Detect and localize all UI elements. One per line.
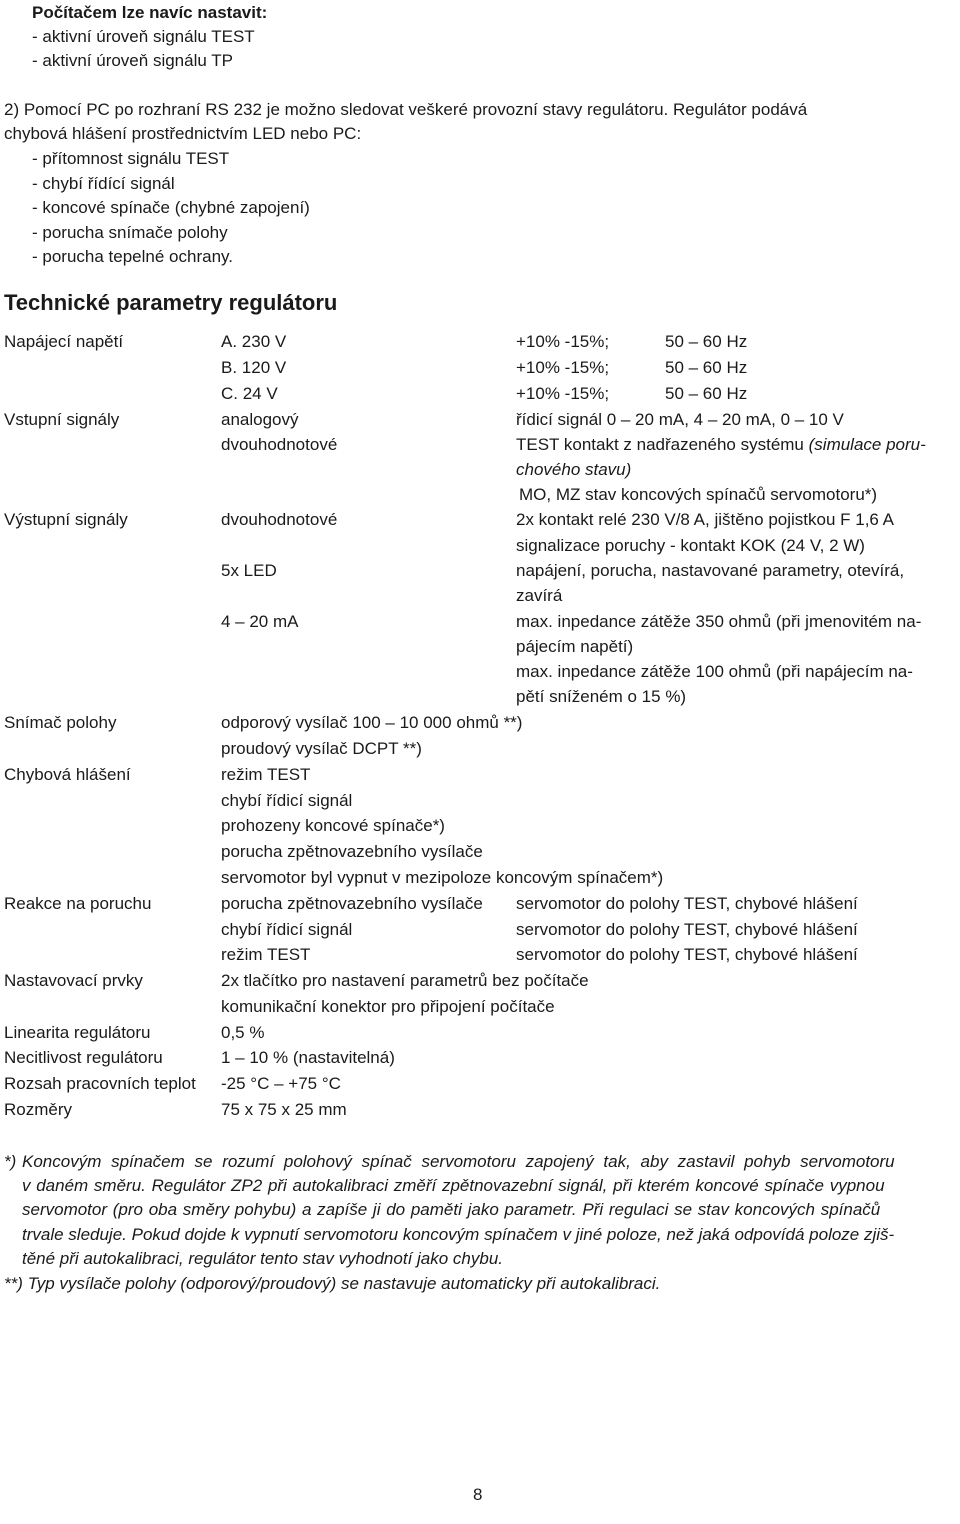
voltage-tolerance: +10% -15%; xyxy=(516,384,610,403)
footnote-marker: *) xyxy=(4,1152,17,1171)
param-value: servomotor byl vypnut v mezipoloze koncovým spínačem*) xyxy=(221,868,664,887)
fault-effect: servomotor do polohy TEST, chybové hlášení xyxy=(516,920,858,939)
param-label: Výstupní signály xyxy=(4,510,128,529)
param-label: Linearita regulátoru xyxy=(4,1023,151,1042)
footnote-line: servomotor (pro oba směry pohybu) a zapíše ji do paměti jako parametr. Při regulaci se stav koncových spínačů xyxy=(22,1200,881,1219)
param-value: 0,5 % xyxy=(221,1023,265,1042)
pc-settings-item: - aktivní úroveň signálu TP xyxy=(32,51,233,70)
voltage-value: C. 24 V xyxy=(221,384,278,403)
param-desc-text: TEST kontakt z nadřazeného systému xyxy=(516,435,804,454)
param-label: Necitlivost regulátoru xyxy=(4,1048,163,1067)
footnote-line: trvale sleduje. Pokud dojde k vypnutí servomotoru koncovým spínačem v jiné poloze, než jaká odpovídá poloze zjiš- xyxy=(22,1225,895,1244)
param-label: Reakce na poruchu xyxy=(4,894,152,913)
param-label: Napájecí napětí xyxy=(4,332,124,351)
param-desc: 2x kontakt relé 230 V/8 A, jištěno pojistkou F 1,6 A xyxy=(516,510,895,529)
param-desc: zavírá xyxy=(516,586,563,605)
section2-line: chybová hlášení prostřednictvím LED nebo PC: xyxy=(4,124,362,143)
param-label: Snímač polohy xyxy=(4,713,117,732)
section2-line: 2) Pomocí PC po rozhraní RS 232 je možno sledovat veškeré provozní stavy regulátoru. Regulátor podává xyxy=(4,100,808,119)
param-subtype: 4 – 20 mA xyxy=(221,612,299,631)
param-desc: chového stavu) xyxy=(516,460,632,479)
param-value: komunikační konektor pro připojení počítače xyxy=(221,997,555,1016)
footnote-line: Koncovým spínačem se rozumí polohový spínač servomotoru zapojený tak, aby zastavil pohyb servomotoru xyxy=(22,1152,895,1171)
param-label: Rozměry xyxy=(4,1100,73,1119)
footnote-line: **) Typ vysílače polohy (odporový/proudový) se nastavuje automaticky při autokalibraci. xyxy=(4,1274,661,1293)
param-value: odporový vysílač 100 – 10 000 ohmů **) xyxy=(221,713,523,732)
section2-item: - chybí řídící signál xyxy=(32,174,175,193)
param-desc xyxy=(516,436,926,453)
param-desc: řídicí signál 0 – 20 mA, 4 – 20 mA, 0 – 10 V xyxy=(516,410,844,429)
param-value: prohozeny koncové spínače*) xyxy=(221,816,445,835)
param-desc: max. inpedance zátěže 350 ohmů (při jmenovitém na- xyxy=(516,612,922,631)
fault-cause: režim TEST xyxy=(221,945,311,964)
section2-item: - porucha tepelné ochrany. xyxy=(32,247,233,266)
voltage-frequency: 50 – 60 Hz xyxy=(665,332,748,351)
param-value: režim TEST xyxy=(221,765,311,784)
pc-settings-item: - aktivní úroveň signálu TEST xyxy=(32,27,255,46)
param-value: 1 – 10 % (nastavitelná) xyxy=(221,1048,395,1067)
footnote-line: v daném směru. Regulátor ZP2 při autokalibraci změří zpětnovazební signál, při kterém koncové spínače vypnou xyxy=(22,1176,885,1195)
fault-effect: servomotor do polohy TEST, chybové hlášení xyxy=(516,945,858,964)
param-desc: MO, MZ stav koncových spínačů servomotoru*) xyxy=(519,485,878,504)
pc-settings-heading: Počítačem lze navíc nastavit: xyxy=(32,3,268,22)
fault-cause: chybí řídicí signál xyxy=(221,920,353,939)
fault-effect: servomotor do polohy TEST, chybové hlášení xyxy=(516,894,858,913)
param-desc: signalizace poruchy - kontakt KOK (24 V, 2 W) xyxy=(516,536,865,555)
page-number: 8 xyxy=(473,1485,483,1504)
param-label: Nastavovací prvky xyxy=(4,971,143,990)
section2-item: - přítomnost signálu TEST xyxy=(32,149,230,168)
param-value: porucha zpětnovazebního vysílače xyxy=(221,842,483,861)
param-subtype: analogový xyxy=(221,410,299,429)
voltage-value: B. 120 V xyxy=(221,358,287,377)
param-value: -25 °C – +75 °C xyxy=(221,1074,341,1093)
param-desc: napájení, porucha, nastavované parametry, otevírá, xyxy=(516,561,905,580)
footnote-line: těné při autokalibraci, regulátor tento stav vyhodnotí jako chybu. xyxy=(22,1249,504,1268)
param-desc-italic: (simulace poru- xyxy=(808,435,926,454)
voltage-tolerance: +10% -15%; xyxy=(516,332,610,351)
param-subtype: dvouhodnotové xyxy=(221,435,338,454)
section-title: Technické parametry regulátoru xyxy=(4,290,338,315)
section2-item: - porucha snímače polohy xyxy=(32,223,228,242)
param-value: proudový vysílač DCPT **) xyxy=(221,739,422,758)
param-desc: pětí sníženém o 15 %) xyxy=(516,687,687,706)
voltage-tolerance: +10% -15%; xyxy=(516,358,610,377)
param-subtype: dvouhodnotové xyxy=(221,510,338,529)
param-value: chybí řídicí signál xyxy=(221,791,353,810)
param-desc: max. inpedance zátěže 100 ohmů (při napájecím na- xyxy=(516,662,913,681)
fault-cause: porucha zpětnovazebního vysílače xyxy=(221,894,483,913)
param-value: 75 x 75 x 25 mm xyxy=(221,1100,347,1119)
voltage-frequency: 50 – 60 Hz xyxy=(665,384,748,403)
voltage-frequency: 50 – 60 Hz xyxy=(665,358,748,377)
voltage-value: A. 230 V xyxy=(221,332,287,351)
param-desc: pájecím napětí) xyxy=(516,637,634,656)
param-label: Vstupní signály xyxy=(4,410,120,429)
param-value: 2x tlačítko pro nastavení parametrů bez počítače xyxy=(221,971,589,990)
section2-item: - koncové spínače (chybné zapojení) xyxy=(32,198,310,217)
param-subtype: 5x LED xyxy=(221,561,277,580)
param-label: Rozsah pracovních teplot xyxy=(4,1074,196,1093)
param-label: Chybová hlášení xyxy=(4,765,131,784)
